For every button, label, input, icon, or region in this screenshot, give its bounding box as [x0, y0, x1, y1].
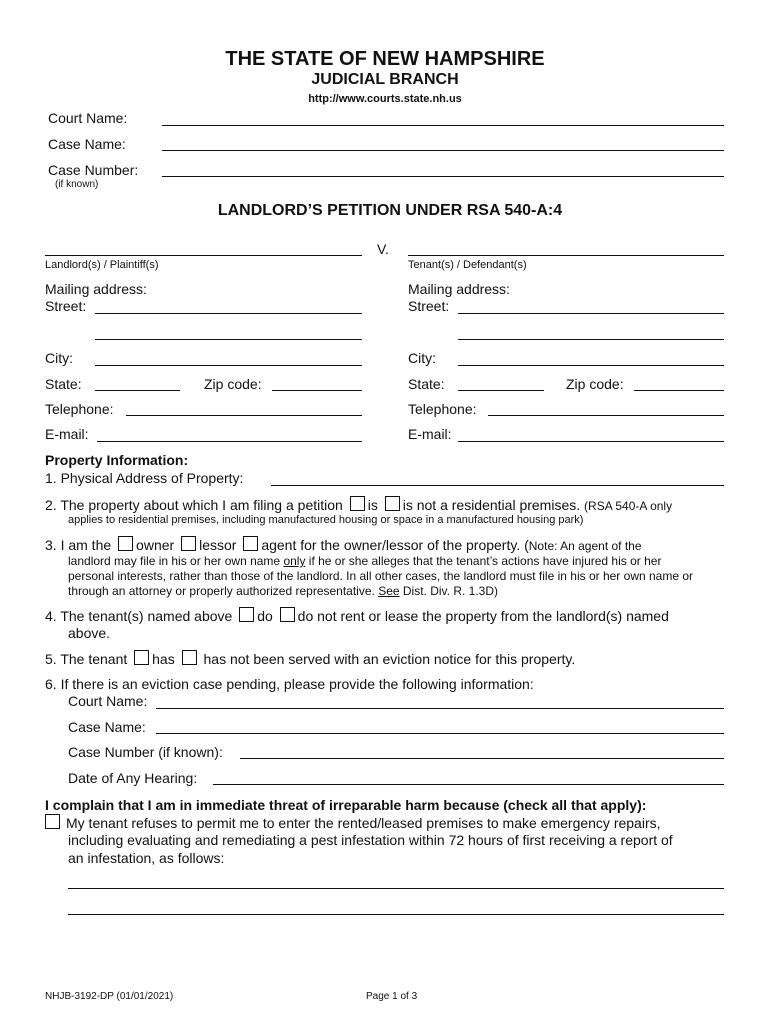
complaint-item-1-text: My tenant refuses to permit me to enter the rented/leased premises to make emergency repairs, [66, 815, 661, 831]
complaint-heading: I complain that I am in immediate threat of irreparable harm because (check all that apply): [45, 797, 647, 813]
case-number-field[interactable] [162, 176, 724, 177]
q3-note-line-4: through an attorney or properly authorized representative. See Dist. Div. R. 1.3D) [68, 584, 499, 598]
tenant-state-label: State: [408, 376, 445, 392]
tenant-street-label: Street: [408, 298, 450, 314]
landlord-street-label: Street: [45, 298, 87, 314]
q4-do-checkbox[interactable] [239, 607, 254, 622]
case-number-label: Case Number: [48, 162, 139, 178]
property-info-heading: Property Information: [45, 452, 189, 468]
landlord-mailing-label: Mailing address: [45, 281, 147, 297]
tenant-email-label: E-mail: [408, 426, 452, 442]
complaint-detail-field-1[interactable] [68, 888, 724, 889]
state-title: THE STATE OF NEW HAMPSHIRE [225, 48, 545, 70]
landlord-email-label: E-mail: [45, 426, 89, 442]
q4-text: 4. The tenant(s) named above [45, 608, 233, 624]
complaint-item-1 [45, 814, 661, 831]
tenant-street-field-2[interactable] [458, 339, 724, 340]
court-name-label: Court Name: [48, 110, 128, 126]
complaint-detail-field-2[interactable] [68, 914, 724, 915]
if-known-note: (if known) [55, 179, 99, 190]
landlord-zip-field[interactable] [272, 390, 362, 391]
complaint-item-1-line-3: an infestation, as follows: [68, 850, 225, 866]
landlord-city-label: City: [45, 350, 73, 366]
q6-case-name-field[interactable] [156, 733, 724, 734]
tenant-telephone-field[interactable] [488, 415, 724, 416]
petition-title: LANDLORD’S PETITION UNDER RSA 540-A:4 [217, 202, 563, 219]
q6-court-label: Court Name: [68, 693, 148, 709]
q3-owner-label: owner [136, 537, 175, 553]
q4-above: above. [68, 625, 111, 641]
q6-case-name-label: Case Name: [68, 719, 146, 735]
q2-is-label: is [367, 497, 378, 513]
tenant-label: Tenant(s) / Defendant(s) [408, 259, 527, 271]
landlord-email-field[interactable] [97, 441, 362, 442]
tenant-zip-label: Zip code: [566, 376, 624, 392]
page-number: Page 1 of 3 [366, 991, 418, 1002]
property-address-field[interactable] [271, 485, 724, 486]
q2-note: (RSA 540-A only [584, 499, 673, 513]
q3-agent-label: agent for the owner/lessor of the property. ( [261, 537, 529, 553]
q2-is-checkbox[interactable] [350, 496, 365, 511]
tenant-street-field[interactable] [458, 313, 724, 314]
q6-hearing-label: Date of Any Hearing: [68, 770, 198, 786]
tenant-telephone-label: Telephone: [408, 401, 477, 417]
complaint-item-1-checkbox[interactable] [45, 814, 60, 829]
landlord-name-field[interactable] [45, 255, 362, 256]
website-url: http://www.courts.state.nh.us [308, 93, 462, 105]
landlord-state-label: State: [45, 376, 82, 392]
versus-label: V. [377, 241, 389, 257]
q4-donot-label: do not rent or lease the property from the landlord(s) named [297, 608, 669, 624]
q5-has-checkbox[interactable] [134, 650, 149, 665]
q3-lessor-label: lessor [199, 537, 237, 553]
q3-note-line-2: landlord may file in his or her own name only if he or she alleges that the tenant’s actions have injured his or her [68, 554, 662, 568]
q1-label: 1. Physical Address of Property: [45, 470, 244, 486]
landlord-city-field[interactable] [95, 365, 362, 366]
q6-hearing-field[interactable] [213, 784, 724, 785]
landlord-telephone-field[interactable] [126, 415, 362, 416]
q4-do-label: do [257, 608, 273, 624]
q5-line [45, 650, 575, 667]
q3-agent-checkbox[interactable] [243, 536, 258, 551]
q5-text: 5. The tenant [45, 651, 128, 667]
landlord-street-field[interactable] [95, 313, 362, 314]
court-name-field[interactable] [162, 125, 724, 126]
complaint-item-1-line-2: including evaluating and remediating a pest infestation within 72 hours of first receiving a report of [68, 832, 673, 848]
q5-hasnot-checkbox[interactable] [182, 650, 197, 665]
landlord-zip-label: Zip code: [204, 376, 262, 392]
landlord-telephone-label: Telephone: [45, 401, 114, 417]
landlord-street-field-2[interactable] [95, 339, 362, 340]
q2-line [45, 496, 672, 513]
q6-court-field[interactable] [156, 708, 724, 709]
tenant-city-field[interactable] [458, 365, 724, 366]
q2-text: 2. The property about which I am filing a petition [45, 497, 343, 513]
q3-lessor-checkbox[interactable] [181, 536, 196, 551]
q6-case-number-field[interactable] [240, 758, 724, 759]
tenant-city-label: City: [408, 350, 436, 366]
q2-isnot-label: is not a residential premises. [402, 497, 581, 513]
q3-line [45, 536, 642, 553]
tenant-zip-field[interactable] [634, 390, 724, 391]
tenant-mailing-label: Mailing address: [408, 281, 510, 297]
tenant-name-field[interactable] [408, 255, 724, 256]
q3-note-start: Note: An agent of the [528, 539, 642, 553]
landlord-state-field[interactable] [95, 390, 180, 391]
q6-case-number-label: Case Number (if known): [68, 744, 223, 760]
tenant-state-field[interactable] [458, 390, 544, 391]
form-id: NHJB-3192-DP (01/01/2021) [45, 991, 174, 1002]
judicial-branch: JUDICIAL BRANCH [311, 71, 459, 88]
q4-donot-checkbox[interactable] [280, 607, 295, 622]
q3-owner-checkbox[interactable] [118, 536, 133, 551]
landlord-label: Landlord(s) / Plaintiff(s) [45, 259, 159, 271]
tenant-email-field[interactable] [458, 441, 724, 442]
q4-line [45, 607, 669, 624]
q5-has-label: has [152, 651, 175, 667]
case-name-field[interactable] [162, 150, 724, 151]
case-name-label: Case Name: [48, 136, 126, 152]
q6-text: 6. If there is an eviction case pending, please provide the following information: [45, 676, 534, 692]
q2-isnot-checkbox[interactable] [385, 496, 400, 511]
q3-text: 3. I am the [45, 537, 112, 553]
q5-hasnot-label: has not been served with an eviction notice for this property. [203, 651, 576, 667]
q3-note-line-3: personal interests, rather than those of the landlord. In all other cases, the landlord must file in his or her own name or [68, 569, 694, 583]
q2-note-2: applies to residential premises, including manufactured housing or space in a manufactured housing park) [68, 514, 584, 526]
